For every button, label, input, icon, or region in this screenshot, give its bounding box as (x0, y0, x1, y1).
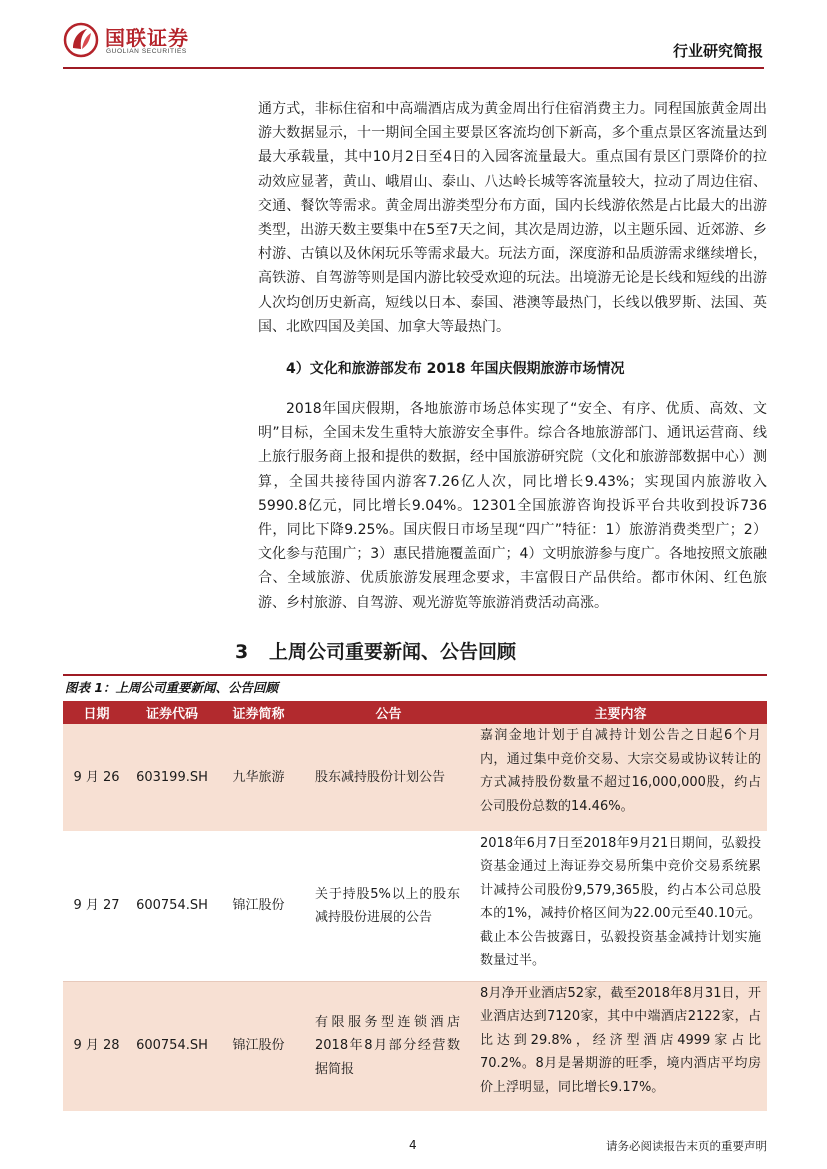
cell-announcement-text: 关于持股5%以上的股东减持股份进展的公告 (315, 886, 460, 925)
cell-announcement (303, 981, 474, 1111)
table-row (63, 724, 767, 831)
brand-logo-icon (63, 22, 99, 58)
column-header-announcement: 公告 (303, 701, 474, 724)
body-paragraph-2: 2018年国庆假期，各地旅游市场总体实现了“安全、有序、优质、高效、文明”目标，全国未发生重特大旅游安全事件。综合各地旅游部门、通讯运营商、线上旅行服务商上报和提供的数据，经中国旅游研究院（文化和旅游部数据中心）测算，全国共接待国内游客7.26亿人次，同比增长9.43%；实现国内旅游收入5990.8亿元，同比增长9.04%。12301全国旅游咨询投诉平台共收到投诉736件，同比下降9.25%。国庆假日市场呈现“四广”特征：1）旅游消费类型广；2）文化参与范围广；3）惠民措施覆盖面广；4）文明旅游参与度广。各地按照文旅融合、全域旅游、优质旅游发展理念要求，丰富假日产品供给。都市休闲、红色旅游、乡村旅游、自驾游、观光游览等旅游消费活动高涨。 (258, 401, 767, 611)
body-paragraph-1: 通方式，非标住宿和中高端酒店成为黄金周出行住宿消费主力。同程国旅黄金周出游大数据显示，十一期间全国主要景区客流均创下新高，多个重点景区客流量达到最大承载量，其中10月2日至4日的入园客流量最大。重点国有景区门票降价的拉动效应显著，黄山、峨眉山、泰山、八达岭长城等客流量较大，拉动了周边住宿、交通、餐饮等需求。黄金周出游类型分布方面，国内长线游依然是占比最大的出游类型，出游天数主要集中在5至7天之间，其次是周边游，以主题乐园、近郊游、乡村游、古镇以及休闲玩乐等需求最大。玩法方面，深度游和品质游需求继续增长，高铁游、自驾游等则是国内游比较受欢迎的玩法。出境游无论是长线和短线的出游人次均创历史新高，短线以日本、泰国、港澳等最热门，长线以俄罗斯、法国、英国、北欧四国及美国、加拿大等最热门。 (258, 101, 767, 335)
cell-name: 九华旅游 (214, 724, 303, 831)
brand-name-en: GUOLIAN SECURITIES (106, 48, 187, 55)
cell-date: 9 月 26 (63, 724, 130, 831)
cell-code: 600754.SH (130, 981, 214, 1111)
column-header-code: 证券代码 (130, 701, 214, 724)
cell-announcement-text: 股东减持股份计划公告 (315, 769, 446, 785)
section-heading (235, 637, 516, 664)
cell-name: 锦江股份 (214, 981, 303, 1111)
announcement-table (63, 701, 767, 1112)
figure-title: 图表 1：上周公司重要新闻、公告回顾 (65, 680, 279, 695)
section-title: 上周公司重要新闻、公告回顾 (269, 641, 517, 663)
cell-content-text: 2018年6月7日至2018年9月21日期间，弘毅投资基金通过上海证券交易所集中竞价交易系统累计减持公司股份9,579,365股，约占本公司总股本的1%，减持价格区间为22.00元至40.10元。截止本公告披露日，弘毅投资基金减持计划实施数量过半。 (480, 835, 761, 968)
footer-disclaimer: 请务必阅读报告末页的重要声明 (606, 1139, 767, 1153)
column-header-name: 证券简称 (214, 701, 303, 724)
report-type-label: 行业研究简报 (672, 42, 763, 60)
table-row (63, 831, 767, 981)
column-header-content: 主要内容 (474, 701, 767, 724)
subheading-4: 4）文化和旅游部发布 2018 年国庆假期旅游市场情况 (286, 361, 625, 377)
header-divider (63, 67, 764, 69)
cell-announcement (303, 831, 474, 981)
page-number: 4 (409, 1138, 417, 1152)
table-header-row (63, 701, 767, 724)
cell-announcement-text: 有限服务型连锁酒店2018年8月部分经营数据简报 (315, 1014, 460, 1077)
cell-name: 锦江股份 (214, 831, 303, 981)
figure-top-rule (63, 674, 767, 676)
cell-date: 9 月 27 (63, 831, 130, 981)
cell-code: 600754.SH (130, 831, 214, 981)
column-header-date: 日期 (63, 701, 130, 724)
cell-content-text: 8月净开业酒店52家，截至2018年8月31日，开业酒店达到7120家，其中中端酒店2122家，占比达到29.8%，经济型酒店4999家占比70.2%。8月是暑期游的旺季，境内酒店平均房价上浮明显，同比增长9.17%。 (480, 985, 761, 1095)
cell-content (474, 724, 767, 831)
cell-date: 9 月 28 (63, 981, 130, 1111)
page-header (0, 0, 827, 70)
table-row (63, 981, 767, 1111)
brand-name-cn: 国联证券 (105, 26, 189, 50)
cell-content (474, 981, 767, 1111)
brand-logo (63, 22, 213, 60)
section-number: 3 (235, 641, 249, 663)
cell-code: 603199.SH (130, 724, 214, 831)
cell-content (474, 831, 767, 981)
cell-content-text: 嘉润金地计划于自减持计划公告之日起6个月内，通过集中竞价交易、大宗交易或协议转让的方式减持股份数量不超过16,000,000股，约占公司股份总数的14.46%。 (480, 728, 761, 814)
cell-announcement (303, 724, 474, 831)
